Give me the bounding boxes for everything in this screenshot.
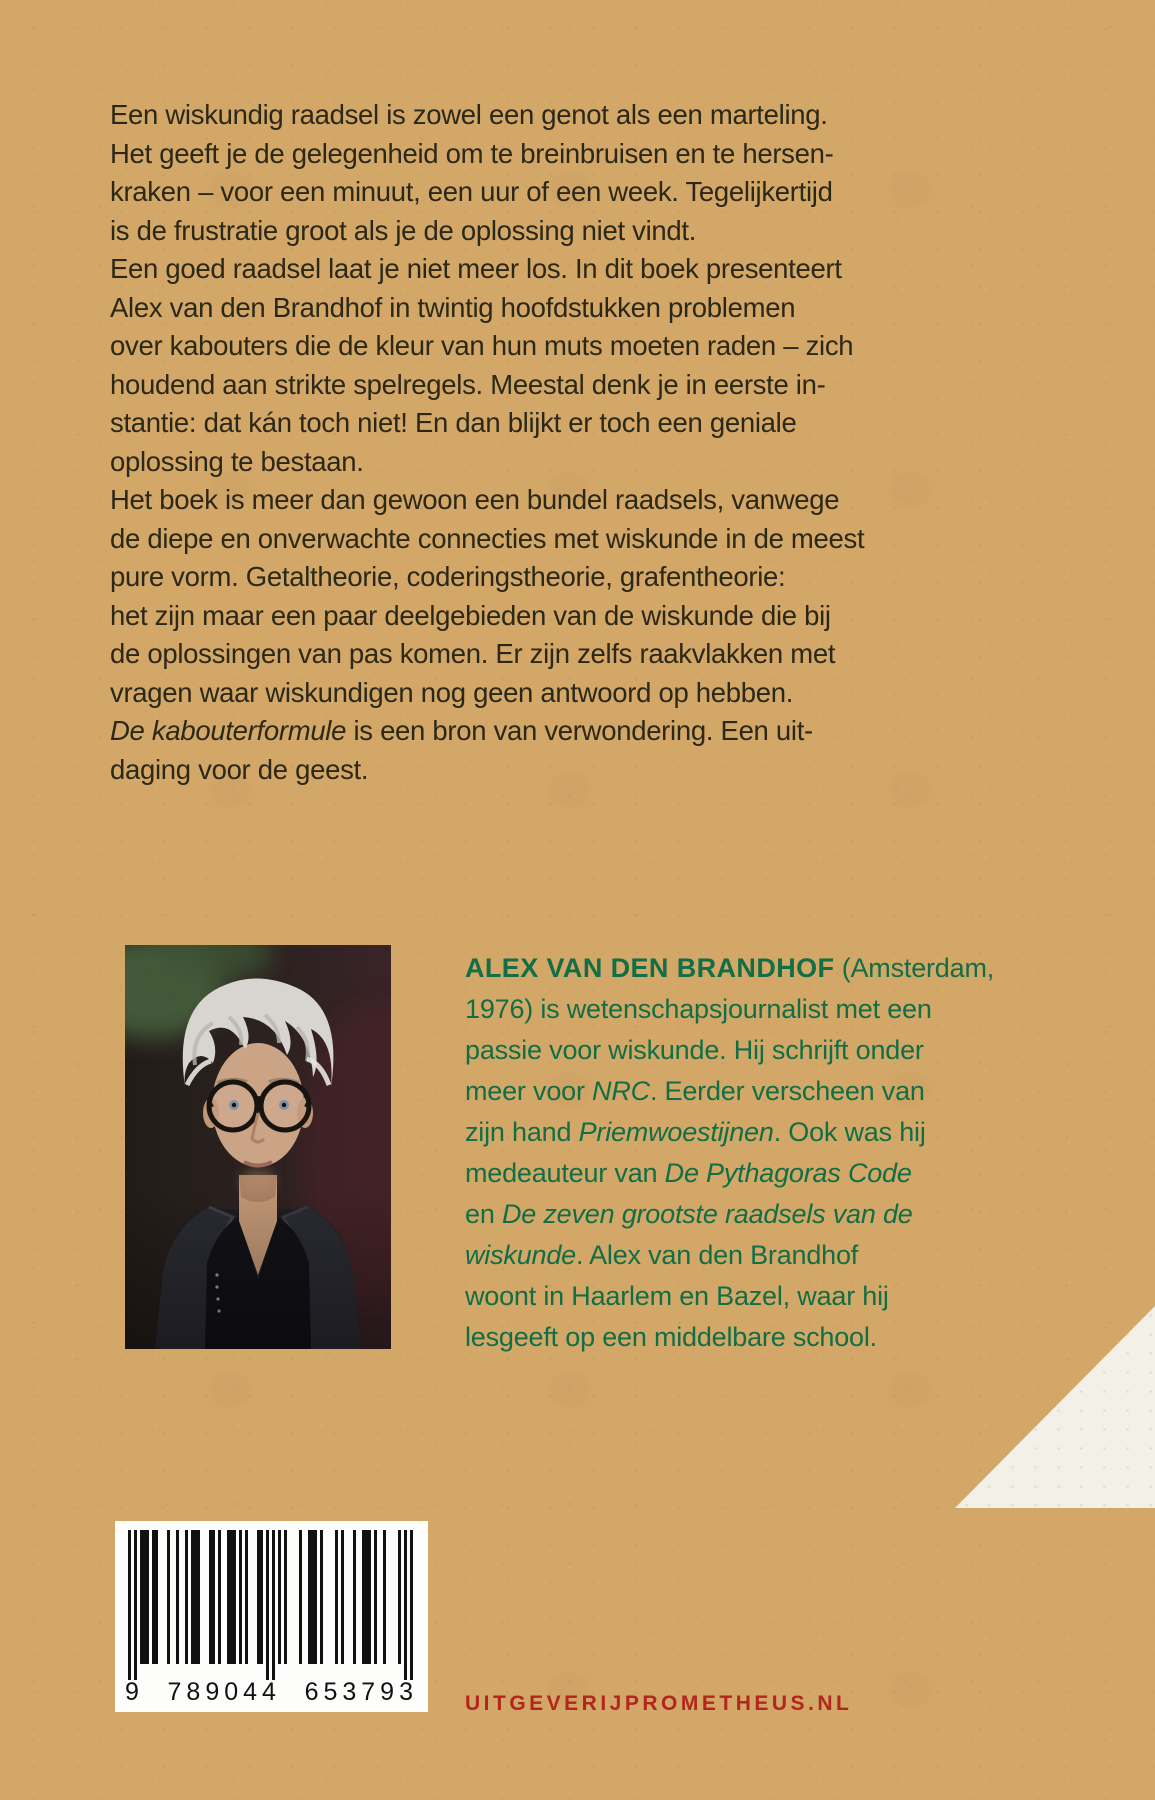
- blurb: [110, 96, 890, 789]
- text-line: Een wiskundig raadsel is zowel een genot als een marteling.: [110, 99, 828, 130]
- text-line: passie voor wiskunde. Hij schrijft onder: [465, 1035, 924, 1065]
- text-line: Het geeft je de gelegenheid om te breinbruisen en te hersen-: [110, 137, 834, 169]
- text-line: stantie: dat kán toch niet! En dan blijkt er toch een geniale: [110, 407, 797, 438]
- text-line: oplossing te bestaan.: [110, 445, 364, 477]
- author-photo: [125, 945, 391, 1349]
- isbn-left-digit: 9: [125, 1677, 144, 1706]
- author-portrait-art: [125, 945, 391, 1349]
- text-line: wiskunde. Alex van den Brandhof: [465, 1240, 859, 1270]
- text-line: vragen waar wiskundigen nog geen antwoord op hebben.: [110, 676, 794, 708]
- text-line: de diepe en onverwachte connecties met wiskunde in de meest: [110, 522, 865, 554]
- text-line: daging voor de geest.: [110, 753, 369, 785]
- text-line: De kabouterformule is een bron van verwondering. Een uit-: [110, 715, 813, 746]
- text-line: Alex van den Brandhof in twintig hoofdstukken problemen: [110, 291, 796, 323]
- blurb-paragraph-3: [110, 481, 890, 789]
- isbn-group-1: 789044: [167, 1677, 281, 1706]
- publisher-url: UITGEVERIJPROMETHEUS.NL: [465, 1692, 853, 1715]
- text-line: kraken – voor een minuut, een uur of een week. Tegelijkertijd: [110, 176, 833, 207]
- text-line: meer voor NRC. Eerder verscheen van: [465, 1076, 925, 1106]
- text-line: pure vorm. Getaltheorie, coderingstheorie, grafentheorie:: [110, 561, 786, 592]
- text-line: houdend aan strikte spelregels. Meestal denk je in eerste in-: [110, 368, 826, 400]
- text-line: is de frustratie groot als je de oplossing niet vindt.: [110, 214, 697, 246]
- text-line: Het boek is meer dan gewoon een bundel raadsels, vanwege: [110, 484, 840, 515]
- text-line: over kabouters die de kleur van hun muts moeten raden – zich: [110, 330, 854, 361]
- text-line: lesgeeft op een middelbare school.: [465, 1322, 877, 1352]
- blurb-paragraph-1: [110, 96, 890, 250]
- isbn-group-2: 653793: [304, 1677, 418, 1706]
- isbn-number: [115, 1678, 428, 1706]
- text-line: 1976) is wetenschapsjournalist met een: [465, 994, 932, 1024]
- barcode: [115, 1521, 428, 1712]
- text-line: ALEX VAN DEN BRANDHOF (Amsterdam,: [465, 953, 995, 983]
- text-line: medeauteur van De Pythagoras Code: [465, 1158, 912, 1188]
- text-line: zijn hand Priemwoestijnen. Ook was hij: [465, 1117, 926, 1147]
- barcode-bars: [128, 1530, 413, 1682]
- author-bio: [465, 948, 1105, 1358]
- text-line: woont in Haarlem en Bazel, waar hij: [465, 1281, 889, 1311]
- text-line: en De zeven grootste raadsels van de: [465, 1199, 913, 1229]
- text-line: de oplossingen van pas komen. Er zijn zelfs raakvlakken met: [110, 638, 836, 669]
- text-line: het zijn maar een paar deelgebieden van de wiskunde die bij: [110, 599, 831, 631]
- blurb-paragraph-2: [110, 250, 890, 481]
- text-line: Een goed raadsel laat je niet meer los. In dit boek presenteert: [110, 253, 842, 284]
